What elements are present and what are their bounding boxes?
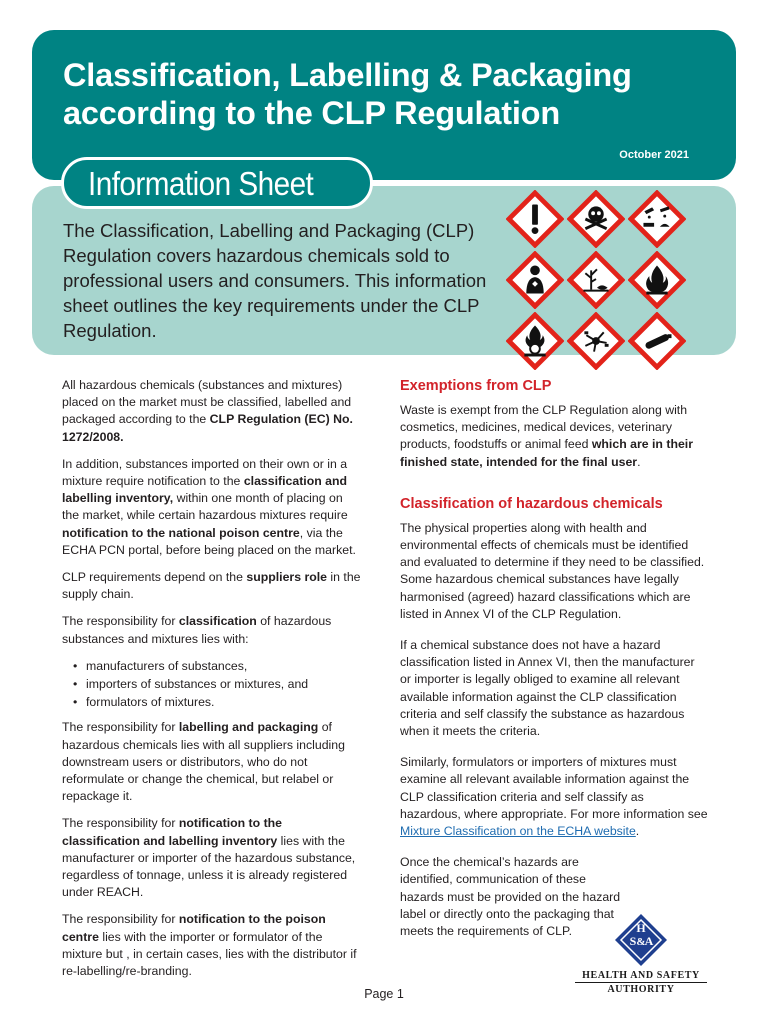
text: of hazardous substances and mixtures lies with: bbox=[62, 614, 332, 646]
bold-text: notification to the classification and labelling inventory bbox=[62, 816, 283, 848]
bold-text: notification to the poison centre bbox=[62, 912, 326, 944]
logo-letter-h: H bbox=[636, 921, 646, 935]
section-heading-exemptions: Exemptions from CLP bbox=[400, 378, 552, 394]
list-item: • importers of substances or mixtures, and bbox=[86, 676, 362, 693]
paragraph bbox=[62, 377, 362, 446]
list-item: • manufacturers of substances, bbox=[86, 658, 362, 675]
text: of hazardous chemicals lies with all suppliers including downstream users or distributors, who do not reformulate or change the chemical, but relabel or repackage it. bbox=[62, 720, 345, 804]
text: in the supply chain. bbox=[62, 570, 361, 602]
bold-text: which are in their finished state, intended for the final user bbox=[400, 437, 693, 469]
paragraph bbox=[400, 754, 708, 840]
bold-text: labelling and packaging bbox=[178, 720, 319, 735]
text: The responsibility for bbox=[62, 720, 179, 735]
bold-text: notification to the national poison centre bbox=[62, 525, 300, 540]
logo-letter-s: S bbox=[629, 934, 637, 948]
text: lies with the manufacturer or importer of the hazardous substance, regardless of tonnage, unless it is already registered under REACH. bbox=[62, 833, 356, 900]
hazard-pictograms bbox=[490, 180, 690, 370]
corrosion-icon bbox=[628, 190, 686, 248]
environment-icon bbox=[567, 251, 625, 309]
flame-icon bbox=[628, 251, 686, 309]
health-hazard-icon bbox=[506, 251, 564, 309]
text: The responsibility for bbox=[62, 912, 179, 927]
title-line-2: according to the CLP Regulation bbox=[63, 95, 560, 131]
text: . bbox=[637, 454, 641, 469]
document-title bbox=[63, 56, 632, 132]
right-column bbox=[400, 377, 708, 950]
text: The responsibility for bbox=[62, 614, 179, 629]
publication-date: October 2021 bbox=[619, 149, 689, 161]
logo-line-1: HEALTH AND SAFETY bbox=[582, 970, 700, 981]
paragraph bbox=[400, 402, 708, 471]
information-sheet-badge bbox=[61, 157, 373, 209]
hsa-diamond-mark bbox=[613, 912, 669, 968]
logo-letter-a: A bbox=[644, 934, 654, 948]
page-number: Page 1 bbox=[364, 987, 404, 1001]
text: lies with the importer or formulator of the mixture but , in certain cases, lies with the distributor if re-labelling/re-branding. bbox=[62, 929, 357, 979]
text: In addition, substances imported on their own or in a mixture require notification to the bbox=[62, 456, 348, 489]
paragraph bbox=[62, 911, 362, 980]
badge-label: Information Sheet bbox=[88, 165, 314, 202]
responsibility-list bbox=[62, 658, 362, 712]
left-column bbox=[62, 377, 362, 990]
text: CLP requirements depend on the bbox=[62, 570, 247, 585]
gas-cylinder-icon bbox=[628, 312, 686, 370]
paragraph bbox=[62, 719, 362, 805]
paragraph bbox=[62, 815, 362, 901]
echa-mixture-classification-link[interactable]: Mixture Classification on the ECHA website bbox=[400, 824, 636, 839]
bold-text: classification bbox=[178, 614, 257, 629]
logo-line-2: AUTHORITY bbox=[607, 984, 675, 995]
text: All hazardous chemicals (substances and mixtures) placed on the market must be classified, labelled and packaged according to the bbox=[62, 378, 352, 427]
skull-crossbones-icon bbox=[567, 190, 625, 248]
paragraph bbox=[62, 569, 362, 603]
exploding-bomb-icon bbox=[567, 312, 625, 370]
paragraph bbox=[62, 456, 362, 559]
bold-text: CLP Regulation (EC) No. 1272/2008. bbox=[62, 412, 353, 444]
text: . bbox=[635, 824, 640, 839]
bold-text: classification and labelling inventory, bbox=[62, 474, 348, 506]
exclamation-mark-icon bbox=[506, 190, 564, 248]
paragraph: If a chemical substance does not have a hazard classification listed in Annex VI, then the manufacturer or importer is legally obliged to examine all relevant available information against the CLP classification criteria and self classify the substance as hazardous when it meets the criteria. bbox=[400, 638, 695, 739]
text: within one month of placing on the market, while certain hazardous mixtures require bbox=[62, 491, 348, 523]
logo-ampersand: & bbox=[636, 936, 646, 948]
list-item: • formulators of mixtures. bbox=[86, 694, 362, 711]
intro-text: The Classification, Labelling and Packaging (CLP) Regulation covers hazardous chemicals sold to professional users and consumers. This information sheet outlines the key requirements under the CLP Regulation. bbox=[63, 220, 487, 341]
text: Similarly, formulators or importers of mixtures must examine all relevant available information against the CLP classification criteria and self classify as hazardous, where appropriate. For more information see bbox=[400, 755, 708, 821]
text: The responsibility for bbox=[62, 816, 179, 831]
text: , via the ECHA PCN portal, before being placed on the market. bbox=[62, 525, 356, 557]
title-line-1: Classification, Labelling & Packaging bbox=[63, 57, 632, 93]
paragraph: Once the chemical’s hazards are identified, communication of these hazards must be provided on the hazard label or directly onto the packaging that meets the requirements of CLP. bbox=[400, 855, 621, 939]
paragraph bbox=[62, 613, 362, 647]
section-heading-classification: Classification of hazardous chemicals bbox=[400, 495, 663, 512]
text: Waste is exempt from the CLP Regulation along with cosmetics, medicines, medical devices, veterinary products, foodstuffs or animal feed bbox=[400, 403, 688, 452]
flame-over-circle-icon bbox=[506, 312, 564, 370]
bold-text: suppliers role bbox=[246, 570, 327, 585]
paragraph: The physical properties along with health and environmental effects of chemicals must be identified and evaluated to determine if they need to be classified. Some hazardous chemical substances have legally harmonised (agreed) hazard classifications which are listed in Annex VI of the CLP Regulation. bbox=[400, 520, 705, 621]
